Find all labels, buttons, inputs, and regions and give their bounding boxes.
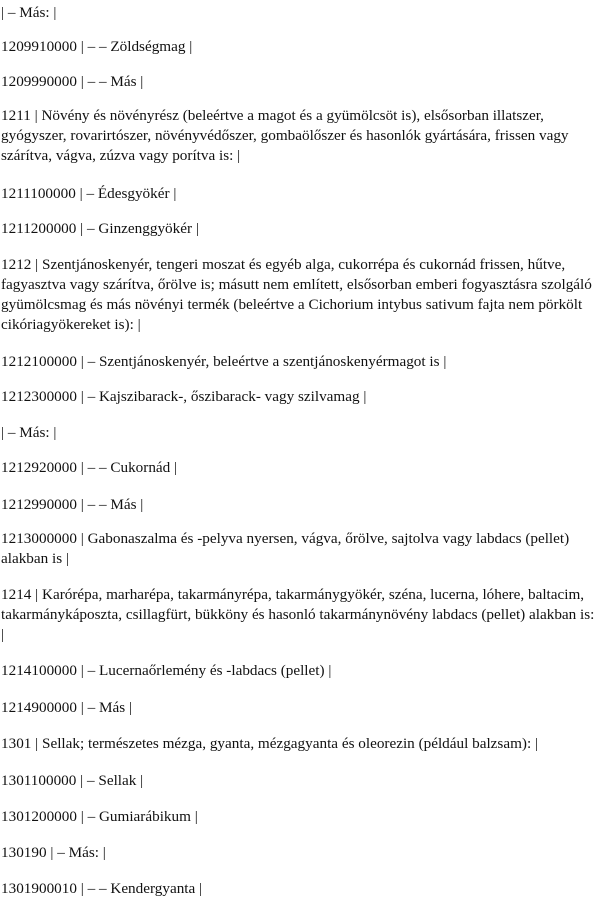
paragraph-10: | – Más: | <box>1 424 57 441</box>
paragraph-11: 1212920000 | – – Cukornád | <box>1 459 178 476</box>
paragraph-15: 1214100000 | – Lucernaőrlemény és -labdacs (pellet) | <box>1 662 332 679</box>
paragraph-19: 1301200000 | – Gumiarábikum | <box>1 808 198 825</box>
paragraph-3: 1209990000 | – – Más | <box>1 73 144 90</box>
paragraph-5: 1211100000 | – Édesgyökér | <box>1 185 177 202</box>
paragraph-4: 1211 | Növény és növényrész (beleértve a magot és a gyümölcsöt is), elsősorban illatszer, gyógyszer, rovarirtószer, növényvédőszer, gombaölőszer és hasonlók gyártására, frissen vagy szárítva, vágva, zúzva vagy porítva is: | <box>1 107 569 164</box>
paragraph-14: 1214 | Karórépa, marharépa, takarmányrépa, takarmánygyökér, széna, lucerna, lóhere, baltacim, takarmánykáposzta, csillagfürt, bükköny és hasonló takarmánynövény labdacs (pellet) alakban is: | <box>1 586 595 643</box>
paragraph-16: 1214900000 | – Más | <box>1 699 132 716</box>
paragraph-8: 1212100000 | – Szentjánoskenyér, beleértve a szentjánoskenyérmagot is | <box>1 353 447 370</box>
paragraph-12: 1212990000 | – – Más | <box>1 496 144 513</box>
paragraph-9: 1212300000 | – Kajszibarack-, őszibarack- vagy szilvamag | <box>1 388 367 405</box>
paragraph-20: 130190 | – Más: | <box>1 844 106 861</box>
paragraph-18: 1301100000 | – Sellak | <box>1 772 144 789</box>
paragraph-21: 1301900010 | – – Kendergyanta | <box>1 880 203 897</box>
paragraph-2: 1209910000 | – – Zöldségmag | <box>1 38 193 55</box>
paragraph-6: 1211200000 | – Ginzenggyökér | <box>1 220 199 237</box>
paragraph-7: 1212 | Szentjánoskenyér, tengeri moszat és egyéb alga, cukorrépa és cukornád frissen, hűtve, fagyasztva vagy szárítva, őrölve is; másutt nem említett, elsősorban emberi fogyasztásra szolgáló gyümölcsmag és más növényi termék (beleértve a Cichorium intybus sativum fajta nem pörkölt cikóriagyökereket is): | <box>1 256 592 333</box>
paragraph-13: 1213000000 | Gabonaszalma és -pelyva nyersen, vágva, őrölve, sajtolva vagy labdacs (pellet) alakban is | <box>1 530 570 567</box>
paragraph-1: | – Más: | <box>1 4 57 21</box>
paragraph-17: 1301 | Sellak; természetes mézga, gyanta, mézgagyanta és oleorezin (például balzsam): | <box>1 735 539 752</box>
